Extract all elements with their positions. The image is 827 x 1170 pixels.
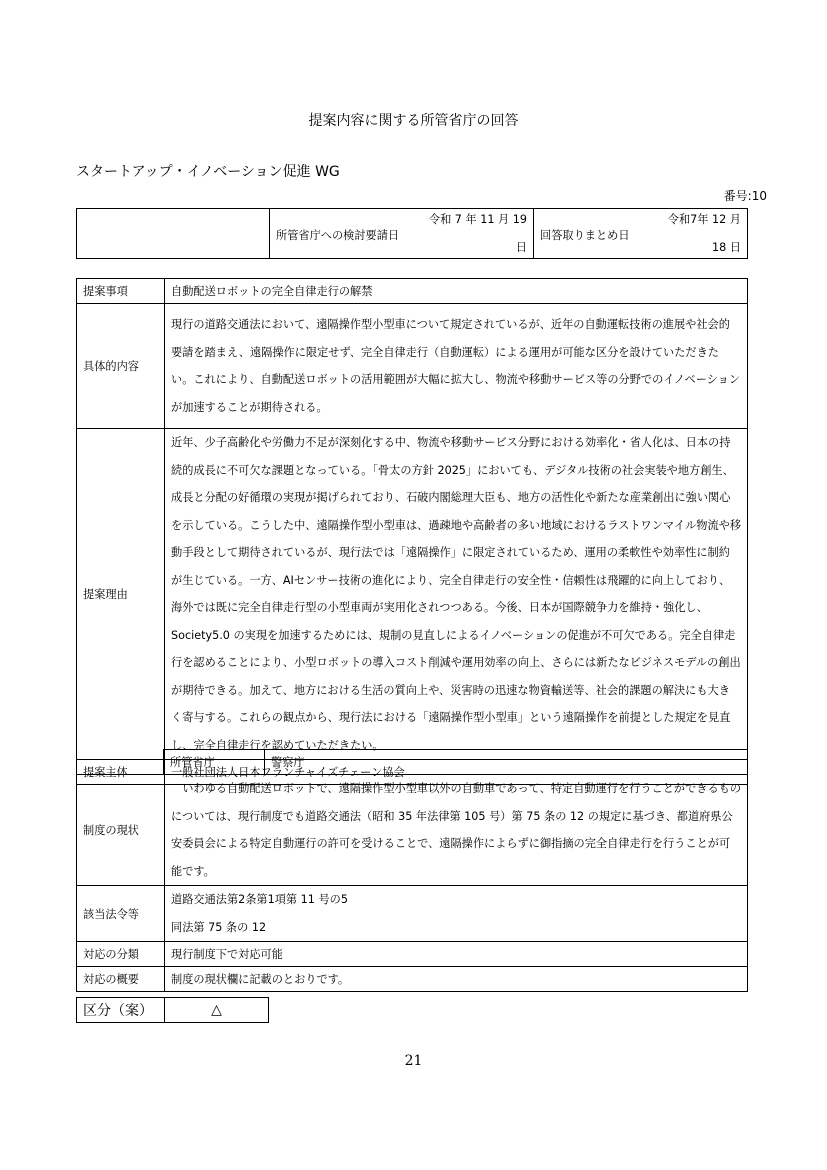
kubun-value: △ — [165, 998, 269, 1023]
kubun-label: 区分（案） — [77, 998, 165, 1023]
law-label: 該当法令等 — [77, 886, 165, 942]
category-label: 対応の分類 — [77, 942, 165, 967]
dates-table — [76, 208, 748, 259]
kubun-table — [76, 997, 269, 1023]
item-label: 提案事項 — [77, 279, 165, 304]
category-value: 現行制度下で対応可能 — [165, 942, 748, 967]
request-date-cell — [270, 209, 534, 259]
ministry-label: 所管省庁 — [164, 750, 265, 775]
request-date-label: 所管省庁への検討要請日 — [276, 229, 400, 242]
reply-date-2: 18 日 — [712, 241, 741, 254]
law-value — [165, 886, 748, 942]
item-value: 自動配送ロボットの完全自律走行の解禁 — [165, 279, 748, 304]
proposal-number: 番号:10 — [723, 189, 767, 203]
page-number: 21 — [404, 1053, 423, 1069]
law-line-1: 道路交通法第2条第1項第 11 号の5 — [171, 893, 348, 906]
dates-blank-cell — [77, 209, 270, 259]
detail-value: 現行の道路交通法において、遠隔操作型小型車について規定されているが、近年の自動運転技術の進展や社会的要請を踏まえ、遠隔操作に限定せず、完全自律走行（自動運転）による運用が可能な区分を設けていただきたい。これにより、自動配送ロボットの活用範囲が大幅に拡大し、物流や移動サービス等の分野でのイノベーションが加速することが期待される。 — [165, 304, 748, 429]
status-label: 制度の現状 — [77, 775, 165, 886]
working-group-name: スタートアップ・イノベーション促進 WG — [76, 164, 340, 180]
proposer-label: 提案主体 — [77, 760, 165, 785]
summary-value: 制度の現状欄に記載のとおりです。 — [165, 967, 748, 992]
reply-date-cell — [534, 209, 748, 259]
detail-label: 具体的内容 — [77, 304, 165, 429]
reason-value: 近年、少子高齢化や労働力不足が深刻化する中、物流や移動サービス分野における効率化・省人化は、日本の持続的成長に不可欠な課題となっている。「骨太の方針 2025」においても、デジタル技術の社会実装や地方創生、成長と分配の好循環の実現が掲げられており、石破内閣総理大臣も、地方の活性化や新たな産業創出に強い関心を示している。こうした中、遠隔操作型小型車は、過疎地や高齢者の多い地域におけるラストワンマイル物流や移動手段として期待されているが、現行法では「遠隔操作」に限定されているため、運用の柔軟性や効率性に制約が生じている。一方、AIセンサー技術の進化により、完全自律走行の安全性・信頼性は飛躍的に向上しており、海外では既に完全自律走行型の小型車両が実用化されつつある。今後、日本が国際競争力を維持・強化し、Society5.0 の実現を加速するためには、規制の見直しによるイノベーションの促進が不可欠である。完全自律走行を認めることにより、小型ロボットの導入コスト削減や運用効率の向上、さらには新たなビジネスモデルの創出が期待できる。加えて、地方における生活の質向上や、災害時の迅速な物資輸送等、社会的課題の解決にも大きく寄与する。これらの観点から、現行法における「遠隔操作型小型車」という遠隔操作を前提とした規定を見直し、完全自律走行を認めていただきたい。 — [165, 429, 748, 760]
status-value: いわゆる自動配送ロボットで、遠隔操作型小型車以外の自動車であって、特定自動運行を行うことができるものについては、現行制度でも道路交通法（昭和 35 年法律第 105 号）第 75 条の 12 の規定に基づき、都道府県公安委員会による特定自動運行の許可を受けることで、遠隔操作によらずに御指摘の完全自律走行を行うことが可能です。 — [165, 775, 748, 886]
response-table — [76, 774, 748, 992]
request-date-1: 令和 7 年 11 月 19 — [428, 213, 527, 226]
page-title: 提案内容に関する所管省庁の回答 — [308, 113, 519, 129]
ministry-value: 警察庁 — [265, 750, 748, 775]
reply-date-label: 回答取りまとめ日 — [540, 229, 630, 242]
ministry-table — [163, 749, 748, 775]
summary-label: 対応の概要 — [77, 967, 165, 992]
reply-date-1: 令和7年 12 月 — [667, 213, 741, 226]
request-date-2: 日 — [515, 241, 527, 254]
law-line-2: 同法第 75 条の 12 — [171, 920, 267, 934]
reason-label: 提案理由 — [77, 429, 165, 760]
proposal-table — [76, 278, 748, 785]
proposer-value: 一般社団法人日本フランチャイズチェーン協会 — [165, 760, 748, 785]
